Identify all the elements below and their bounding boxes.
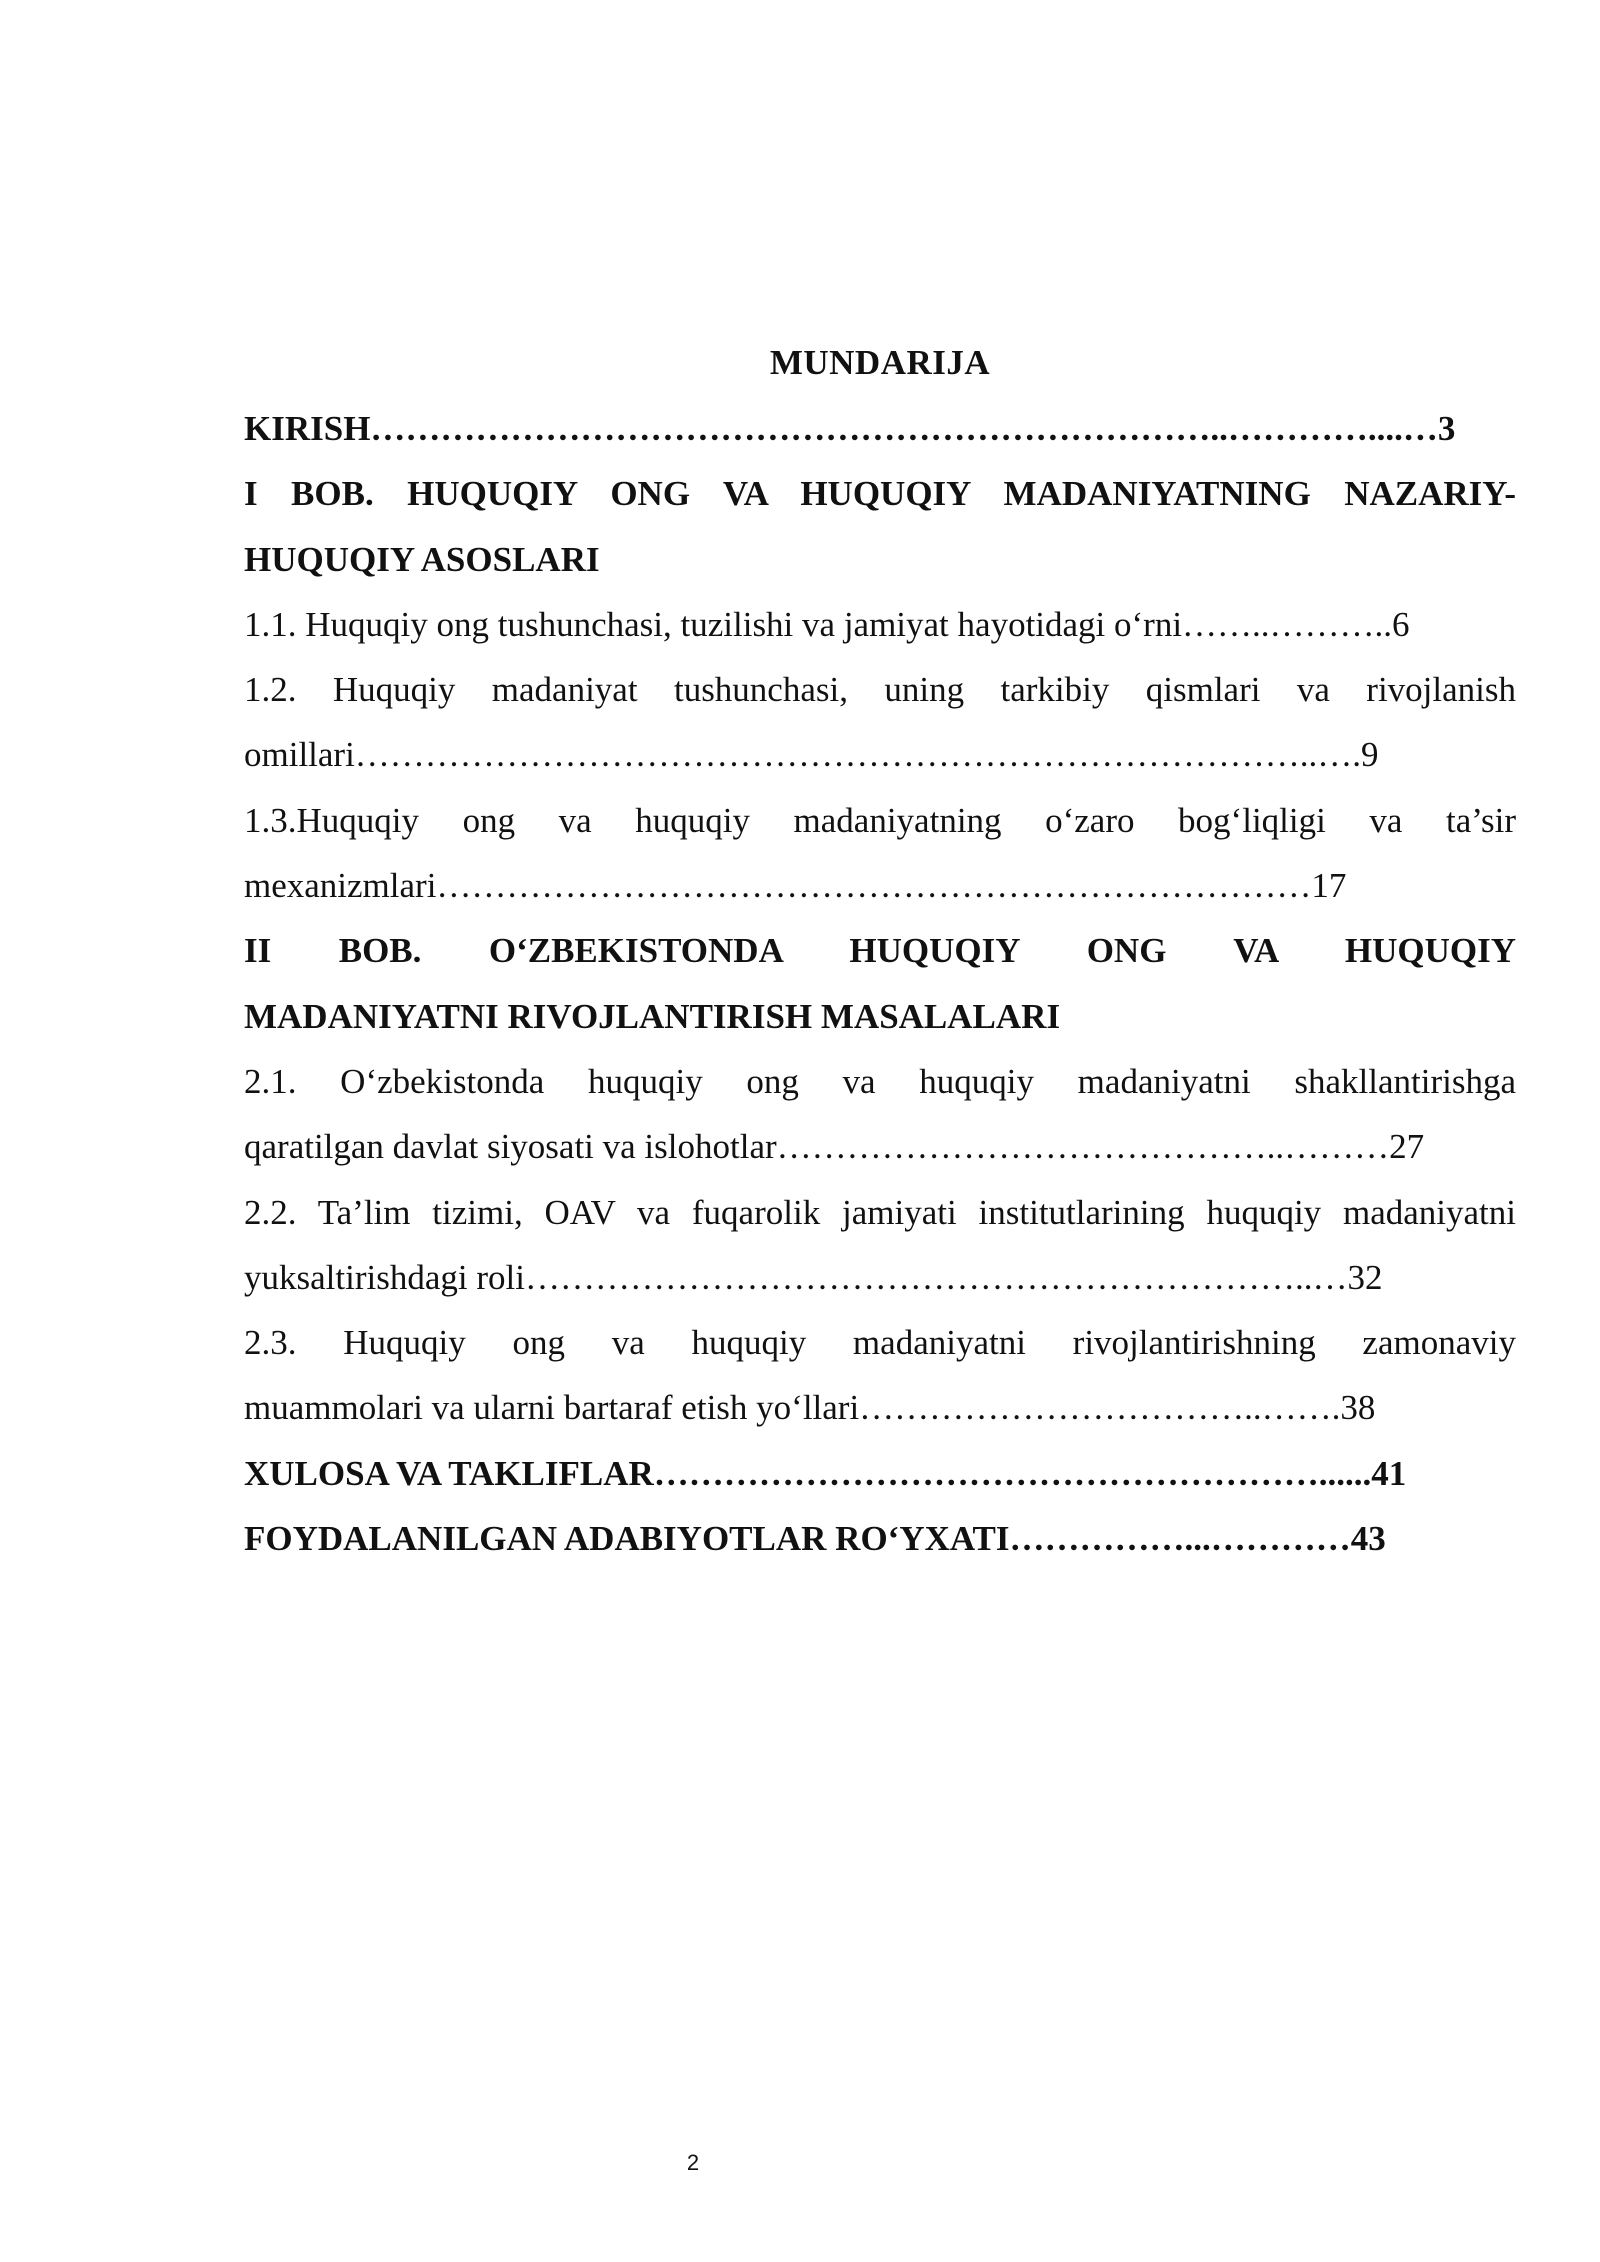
toc-entry-1-2-line2: omillari………………………………………………………………………..….9 xyxy=(244,735,1379,775)
toc-entry-2-1-line1: 2.1. O‘zbekistonda huquqiy ong va huquqiy madaniyatni shakllantirishga xyxy=(244,1061,1516,1101)
table-of-contents xyxy=(244,396,1516,1571)
toc-entry-2-2-line1: 2.2. Ta’lim tizimi, OAV va fuqarolik jamiyati institutlarining huquqiy madaniyatni xyxy=(244,1192,1516,1232)
toc-entry-adabiyotlar: FOYDALANILGAN ADABIYOTLAR RO‘YXATI……………...…………43 xyxy=(244,1519,1386,1559)
toc-entry-1-3-line2: mexanizmlari…………………………………………………………………17 xyxy=(244,866,1347,906)
toc-chapter-2-heading-line1: II BOB. O‘ZBEKISTONDA HUQUQIY ONG VA HUQUQIY xyxy=(244,931,1516,971)
toc-entry-2-3-line1: 2.3. Huquqiy ong va huquqiy madaniyatni rivojlantirishning zamonaviy xyxy=(244,1323,1516,1363)
page-number: 2 xyxy=(686,2150,700,2175)
toc-entry-1-2-line1: 1.2. Huquqiy madaniyat tushunchasi, uning tarkibiy qismlari va rivojlanish xyxy=(244,670,1516,710)
toc-entry-1-1: 1.1. Huquqiy ong tushunchasi, tuzilishi va jamiyat hayotidagi o‘rni……..………..6 xyxy=(244,604,1410,644)
toc-chapter-1-heading-line1: I BOB. HUQUQIY ONG VA HUQUQIY MADANIYATNING NAZARIY- xyxy=(244,474,1516,514)
toc-title: MUNDARIJA xyxy=(769,343,991,382)
toc-entry-2-2-line2: yuksaltirishdagi roli…………………………………………………………..…32 xyxy=(244,1257,1383,1297)
toc-entry-xulosa: XULOSA VA TAKLIFLAR…………………………………………………......41 xyxy=(244,1453,1407,1493)
toc-entry-2-1-line2: qaratilgan davlat siyosati va islohotlar……………………………………..………27 xyxy=(244,1127,1425,1167)
toc-chapter-1-heading-line2: HUQUQIY ASOSLARI xyxy=(244,539,600,579)
toc-entry-kirish: KIRISH………………………………………………………………..…………....…3 xyxy=(244,409,1456,448)
toc-entry-1-3-line1: 1.3.Huquqiy ong va huquqiy madaniyatning o‘zaro bog‘liqligi va ta’sir xyxy=(244,800,1516,840)
toc-chapter-2-heading-line2: MADANIYATNI RIVOJLANTIRISH MASALALARI xyxy=(244,996,1061,1036)
toc-entry-2-3-line2: muammolari va ularni bartaraf etish yo‘llari……………………………..…….38 xyxy=(244,1388,1376,1428)
